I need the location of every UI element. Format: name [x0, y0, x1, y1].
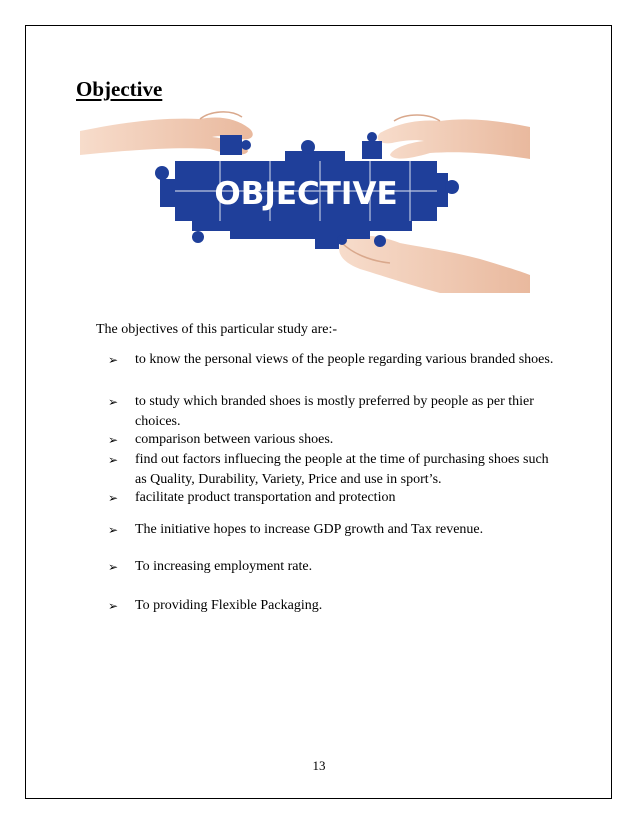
arrowhead-bullet-icon: ➢ — [108, 560, 119, 574]
list-item-text: To providing Flexible Packaging. — [135, 598, 323, 613]
puzzle-text: OBJECTIVE — [214, 176, 398, 212]
arrowhead-bullet-icon: ➢ — [108, 491, 119, 505]
arrowhead-bullet-icon: ➢ — [108, 395, 119, 409]
page-number: 13 — [312, 758, 326, 773]
intro-text: The objectives of this particular study are:- — [96, 322, 338, 337]
arrowhead-bullet-icon: ➢ — [108, 353, 119, 367]
arrowhead-bullet-icon: ➢ — [108, 599, 119, 613]
arrowhead-bullet-icon: ➢ — [108, 523, 119, 537]
list-item-text: find out factors influecing the people at the time of purchasing shoes such as Quality, Durability, Variety, Price and use in sport’s. — [135, 452, 549, 487]
list-item-text: To increasing employment rate. — [135, 559, 313, 574]
list-item-text: to know the personal views of the people regarding various branded shoes. — [135, 352, 554, 367]
list-item-text: facilitate product transportation and protection — [135, 490, 396, 505]
objective-puzzle-image — [80, 103, 530, 293]
list-item-text: to study which branded shoes is mostly preferred by people as per thier choices. — [135, 394, 534, 429]
arrowhead-bullet-icon: ➢ — [108, 453, 119, 467]
page-title: Objective — [76, 77, 163, 101]
right-hand-icon — [378, 115, 530, 159]
list-item-text: comparison between various shoes. — [135, 432, 334, 447]
arrowhead-bullet-icon: ➢ — [108, 433, 119, 447]
list-item-text: The initiative hopes to increase GDP growth and Tax revenue. — [135, 522, 484, 537]
bottom-hand-icon — [339, 236, 530, 293]
